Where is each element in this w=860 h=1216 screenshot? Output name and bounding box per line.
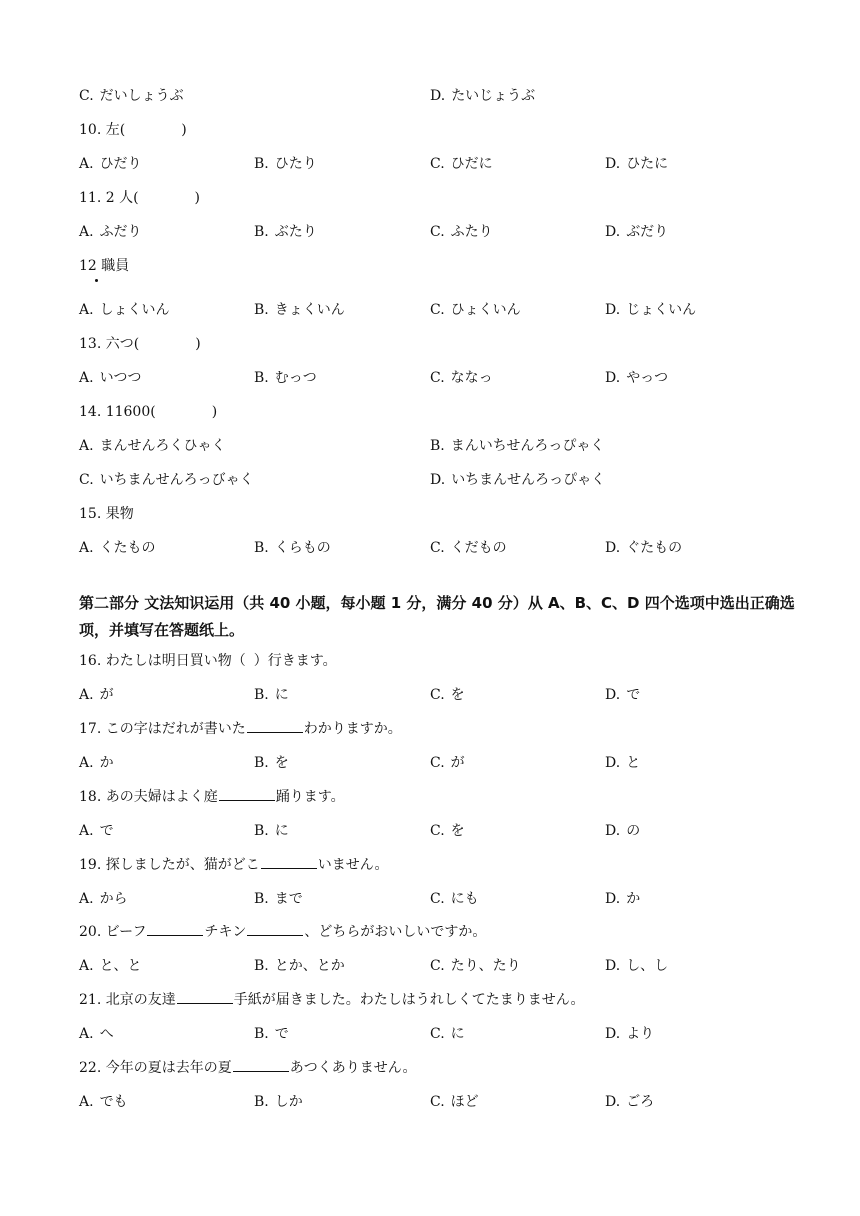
option-18a: A. で: [79, 823, 114, 839]
option-15a: A. くたもの: [79, 540, 156, 556]
option-13c: C. ななっ: [430, 370, 493, 386]
option-9d: D. たいじょうぶ: [430, 88, 536, 104]
option-19c: C. にも: [430, 891, 479, 907]
answer-blank: [261, 854, 317, 869]
option-10d: D. ひたに: [605, 156, 669, 172]
option-22d: D. ごろ: [605, 1094, 655, 1110]
option-10a: A. ひだり: [79, 156, 142, 172]
question-11: 11. 2 人( ): [79, 190, 201, 206]
option-9c: C. だいしょうぶ: [79, 88, 184, 104]
option-17d: D. と: [605, 755, 641, 771]
answer-blank: [247, 718, 303, 733]
answer-blank: [247, 921, 303, 936]
option-22c: C. ほど: [430, 1094, 479, 1110]
option-17b: B. を: [254, 755, 289, 771]
option-14d: D. いちまんせんろっぴゃく: [430, 472, 606, 488]
option-18c: C. を: [430, 823, 465, 839]
option-14b: B. まんいちせんろっぴゃく: [430, 438, 605, 454]
answer-blank: [219, 786, 275, 801]
option-22a: A. でも: [79, 1094, 128, 1110]
option-10c: C. ひだに: [430, 156, 493, 172]
answer-blank: [177, 989, 233, 1004]
option-19b: B. まで: [254, 891, 303, 907]
option-11a: A. ふだり: [79, 224, 142, 240]
question-14: 14. 11600( ): [79, 404, 218, 420]
question-17: 17. この字はだれが書いた わかりますか。: [79, 717, 402, 741]
option-15d: D. ぐたもの: [605, 540, 683, 556]
option-12d: D. じょくいん: [605, 302, 697, 318]
option-20d: D. し、し: [605, 958, 669, 974]
option-11d: D. ぶだり: [605, 224, 669, 240]
option-20c: C. たり、たり: [430, 958, 521, 974]
question-12: 12 職員: [79, 258, 130, 274]
question-number-dot: [95, 279, 98, 282]
option-17c: C. が: [430, 755, 465, 771]
option-14c: C. いちまんせんろっびゃく: [79, 472, 254, 488]
answer-blank: [233, 1057, 289, 1072]
question-10: 10. 左( ): [79, 122, 187, 138]
question-16: 16. わたしは明日買い物（ ）行きます。: [79, 653, 337, 669]
option-12a: A. しょくいん: [79, 302, 170, 318]
question-15: 15. 果物: [79, 506, 134, 522]
option-14a: A. まんせんろくひゃく: [79, 438, 226, 454]
option-12b: B. きょくいん: [254, 302, 345, 318]
option-21c: C. に: [430, 1026, 465, 1042]
option-21d: D. より: [605, 1026, 655, 1042]
question-19: 19. 探しましたが、猫がどこ いません。: [79, 853, 389, 877]
option-21a: A. へ: [79, 1026, 114, 1042]
option-17a: A. か: [79, 755, 114, 771]
option-19a: A. から: [79, 891, 128, 907]
option-20a: A. と、と: [79, 958, 142, 974]
question-13: 13. 六つ( ): [79, 336, 201, 352]
option-13b: B. むっつ: [254, 370, 317, 386]
option-10b: B. ひたり: [254, 156, 317, 172]
option-16c: C. を: [430, 687, 465, 703]
question-18: 18. あの夫婦はよく庭 踊ります。: [79, 785, 345, 809]
option-21b: B. で: [254, 1026, 289, 1042]
question-20: 20. ビーフ チキン 、どちらがおいしいですか。: [79, 920, 486, 944]
answer-blank: [147, 921, 203, 936]
question-22: 22. 今年の夏は去年の夏 あつくありません。: [79, 1056, 417, 1080]
option-11b: B. ぶたり: [254, 224, 317, 240]
option-19d: D. か: [605, 891, 641, 907]
question-21: 21. 北京の友達 手紙が届きました。わたしはうれしくてたまりません。: [79, 988, 585, 1012]
option-13d: D. やっつ: [605, 370, 669, 386]
option-13a: A. いつつ: [79, 370, 142, 386]
option-16a: A. が: [79, 687, 114, 703]
option-22b: B. しか: [254, 1094, 303, 1110]
option-18b: B. に: [254, 823, 289, 839]
option-11c: C. ふたり: [430, 224, 493, 240]
option-16d: D. で: [605, 687, 641, 703]
option-12c: C. ひょくいん: [430, 302, 521, 318]
option-15c: C. くだもの: [430, 540, 507, 556]
option-20b: B. とか、とか: [254, 958, 345, 974]
option-18d: D. の: [605, 823, 641, 839]
option-16b: B. に: [254, 687, 289, 703]
section-2-heading: 第二部分 文法知识运用（共 40 小题，每小题 1 分，满分 40 分）从 A、B、C、D 四个选项中选出正确选项，并填写在答题纸上。: [79, 594, 795, 639]
option-15b: B. くらもの: [254, 540, 331, 556]
